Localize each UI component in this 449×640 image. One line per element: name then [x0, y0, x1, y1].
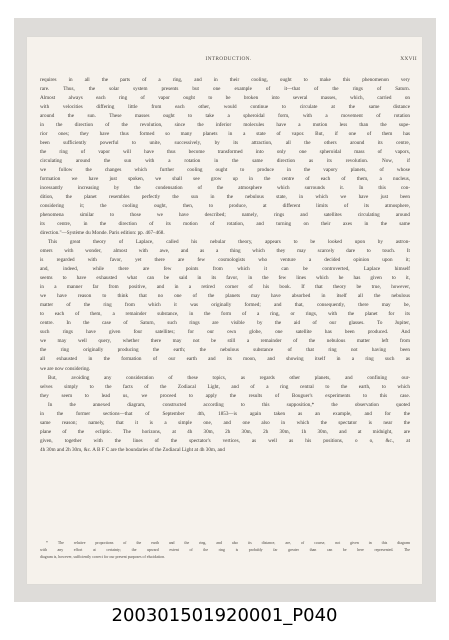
text-line: phenomena similar to those we have described; namely, rings and satellites circulating around: [40, 212, 410, 219]
text-line: formation we have just spoken, we shall see grow up in the centre of each of them, a nucleus,: [40, 176, 410, 183]
text-line: centre. In the case of Saturn, such rings are visible by the aid of our glasses. To Jupiter,: [40, 320, 410, 327]
text-line: requires in all the parts of a ring, and in their cooling, ought to make this phenomenon very: [40, 77, 410, 83]
text-line: This great theory of Laplace, called his nebular theory, appears to be looked upon by astron-: [48, 239, 410, 246]
footnote-line: * The relative proportions of the earth and the ring, and also its distance, are, of course, not given in this diagram: [46, 541, 410, 545]
text-line: 4h 30m and 2h 30m, &c. A B F C are the boundaries of the Zodiacal Light at 4h 30m, and: [40, 446, 225, 453]
text-line: the ring of vapor will have thus become transformed into only one spheroidal mass of vapors,: [40, 149, 410, 156]
text-line: In the annexed diagram, constructed according to this supposition,* the observation quoted: [48, 401, 410, 408]
text-line: and, indeed, while there are few points from which it can be controverted, Laplace himself: [40, 266, 410, 273]
text-line: dition, the planet resembles perfectly the sun in the nebulous state, in which we have just been: [40, 194, 410, 201]
text-line: seems to have exhausted what can be said in its favor, in the few lines which he has given to it,: [40, 275, 410, 282]
running-header: [40, 56, 417, 66]
running-header-title: INTRODUCTION.: [205, 56, 252, 62]
text-line: in the direction of the revolution, since the inferior molecules have a motion less than the supe-: [40, 122, 410, 129]
text-line: plane of the ecliptic. The horizons, at 4h 30m, 2h 30m, 2h 30m, 1h 30m, and at midnight, are: [40, 428, 410, 435]
text-line: given, together with the lines of the spectator's vertices, as well as his positions, o o, &c., at: [40, 437, 410, 444]
text-line: selves simply to the facts of the Zodiacal Light, and of a ring central to the earth, to which: [40, 383, 410, 390]
text-line: matter of the ring from which it was originally formed; and that, consequently, there may be,: [40, 302, 410, 309]
text-line: we follow the changes which further cooling ought to produce in the vapory planets, of whose: [40, 167, 410, 174]
text-line: Almost always each ring of vapor ought to be broken into several masses, which, carried on: [40, 95, 410, 102]
text-line: in a manner far from positive, and in a retired corner of his book. If that theory be true, however,: [40, 284, 410, 291]
text-line: to each of them, a remainder substance, in the form of a ring, or rings, with the planet for its: [40, 311, 410, 318]
text-line: its centre, in the direction of its motion of rotation, and turning on their axes in the same: [40, 221, 410, 228]
text-line: rior ones; they have thus formed so many planets in a state of vapor. But, if one of them has: [40, 131, 410, 138]
text-line: all exhausted in the formation of our earth and its moon, and showing itself in a ring such as: [40, 356, 410, 363]
footnote: [40, 540, 410, 562]
text-line: rare. Thus, the solar system presents but one example of it—that of the rings of Saturn.: [40, 86, 410, 93]
text-line: is regarded with favor, yet there are few cosmologists who venture a decided opinion upon it;: [40, 257, 410, 264]
text-line: they seem to lead us, we proceed to apply the results of Bouguer's experiments to this case.: [40, 392, 410, 399]
text-line: considering it; the cooling ought, then, to produce, at different limits of its atmosphere,: [40, 203, 410, 210]
page-number: XXVII: [400, 56, 417, 62]
body-text: [40, 76, 410, 455]
text-line: around the sun. These masses ought to take a spheroidal form, with a movement of rotation: [40, 113, 410, 120]
text-line: direction."—Système du Monde. Paris edition: pp. 467–468.: [40, 230, 165, 237]
text-line: with velocities differing little from each other, would continue to circulate at the same distance: [40, 104, 410, 111]
image-id-caption: 200301501920001_P040: [111, 605, 338, 626]
text-line: we may well query, whether there may not be still a remainder of the nebulous matter left from: [40, 338, 410, 345]
text-line: omers with wonder, almost with awe, and as a thing which they may scarcely dare to touch. It: [40, 248, 410, 255]
text-line: the ring originally producing the earth; the nebulous substance of that ring not having been: [40, 347, 410, 354]
text-line: in the former sections—that of September 4th, 1853—is again taken as an example, and for the: [40, 410, 410, 417]
text-line: But, avoiding any consideration of these topics, as regards other planets, and confining our-: [48, 374, 410, 381]
text-line: been sufficiently powerful to unite, successively, by its attraction, all the others around its centre,: [40, 140, 410, 147]
text-line: circulating around the sun with a rotation in the same direction as its revolution. Now, if: [40, 158, 410, 165]
text-line: same reason; namely, that it is a simple one, and one also in which the spectator is near the: [40, 419, 410, 426]
footnote-line: diagram is, however, sufficiently correct for our present purposes of elucidation.: [40, 555, 165, 560]
text-line: we are now considering.: [40, 365, 91, 372]
text-line: we have reason to think that no one of the planets may have absorbed in itself all the nebulous: [40, 293, 410, 300]
footnote-line: with any effort at certainty; the upward extent of the ring is probably far greater than can be here represented. The: [40, 548, 410, 553]
text-line: such rings have given four satellites; for our own globe, one satellite has been produced. And: [40, 329, 410, 336]
text-line: incessantly increasing by the condensation of the atmosphere which surrounds it. In this con-: [40, 185, 410, 192]
